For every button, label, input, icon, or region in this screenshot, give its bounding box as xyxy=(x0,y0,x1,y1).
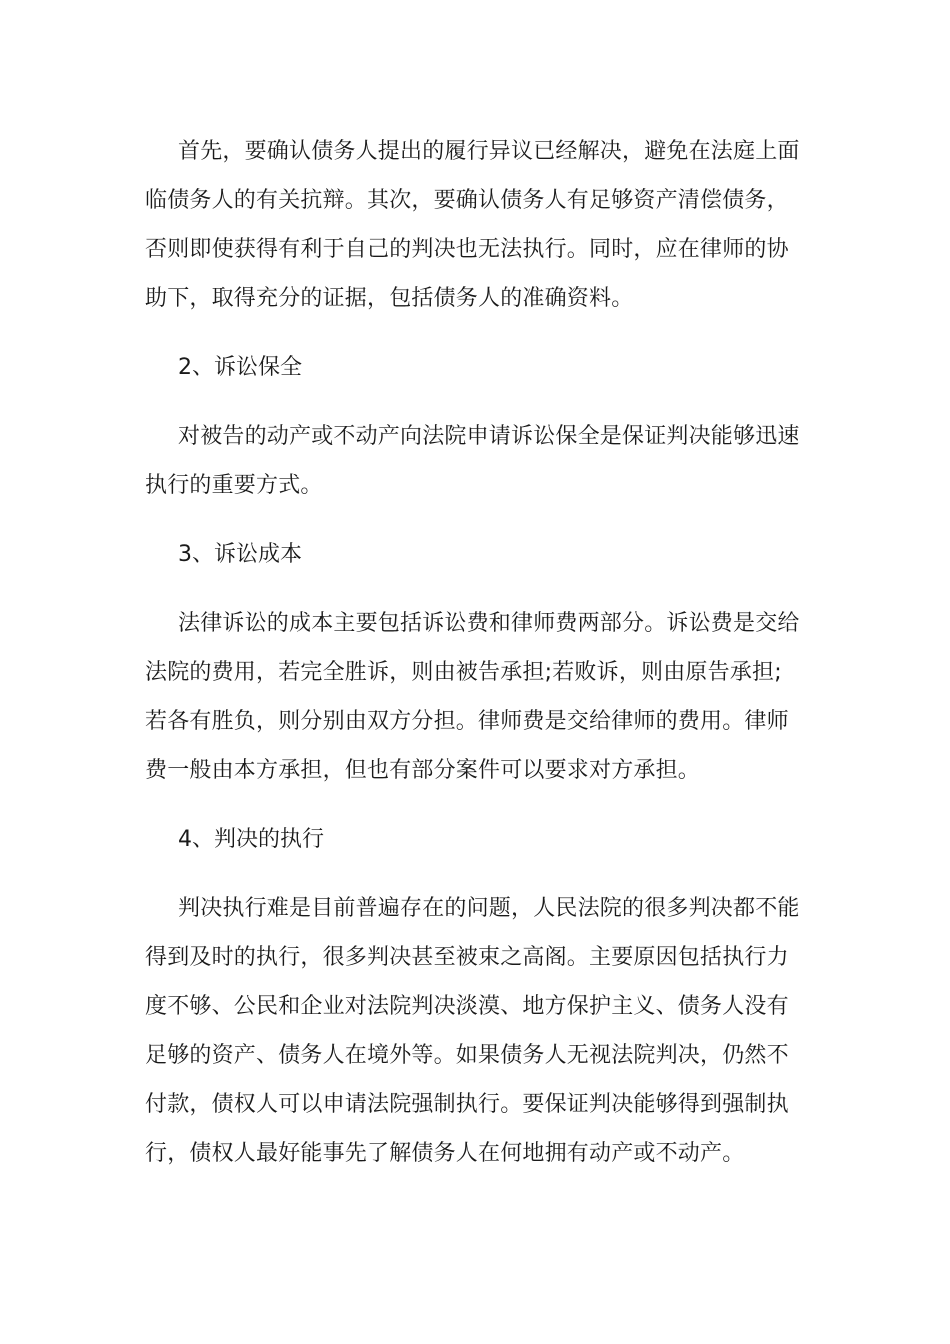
text-line: 费一般由本方承担，但也有部分案件可以要求对方承担。 xyxy=(145,758,701,783)
text-line: 判决执行难是目前普遍存在的问题，人民法院的很多判决都不能 xyxy=(178,896,800,921)
paragraph-litigation-preservation xyxy=(145,412,807,510)
text-line: 对被告的动产或不动产向法院申请诉讼保全是保证判决能够迅速 xyxy=(178,424,800,449)
text-line: 得到及时的执行，很多判决甚至被束之高阁。主要原因包括执行力 xyxy=(145,945,789,970)
section-heading-judgment-enforcement: 4、判决的执行 xyxy=(178,827,324,852)
text-line: 法律诉讼的成本主要包括诉讼费和律师费两部分。诉讼费是交给 xyxy=(178,611,800,636)
paragraph-intro xyxy=(145,127,807,323)
text-line: 行，债权人最好能事先了解债务人在何地拥有动产或不动产。 xyxy=(145,1141,745,1166)
document-page xyxy=(145,127,807,1178)
text-line: 足够的资产、债务人在境外等。如果债务人无视法院判决，仍然不 xyxy=(145,1043,789,1068)
section-heading-litigation-preservation: 2、诉讼保全 xyxy=(178,355,302,380)
text-line: 临债务人的有关抗辩。其次，要确认债务人有足够资产清偿债务， xyxy=(145,188,789,213)
text-line: 若各有胜负，则分别由双方分担。律师费是交给律师的费用。律师 xyxy=(145,709,789,734)
text-line: 执行的重要方式。 xyxy=(145,473,323,498)
text-line: 付款，债权人可以申请法院强制执行。要保证判决能够得到强制执 xyxy=(145,1092,789,1117)
text-line: 度不够、公民和企业对法院判决淡漠、地方保护主义、债务人没有 xyxy=(145,994,789,1019)
paragraph-judgment-enforcement xyxy=(145,884,807,1178)
text-line: 助下，取得充分的证据，包括债务人的准确资料。 xyxy=(145,286,634,311)
text-line: 否则即使获得有利于自己的判决也无法执行。同时，应在律师的协 xyxy=(145,237,789,262)
text-line: 首先，要确认债务人提出的履行异议已经解决，避免在法庭上面 xyxy=(178,139,800,164)
text-line: 法院的费用，若完全胜诉，则由被告承担;若败诉，则由原告承担; xyxy=(145,660,782,685)
section-heading-litigation-cost: 3、诉讼成本 xyxy=(178,542,302,567)
paragraph-litigation-cost xyxy=(145,599,807,795)
